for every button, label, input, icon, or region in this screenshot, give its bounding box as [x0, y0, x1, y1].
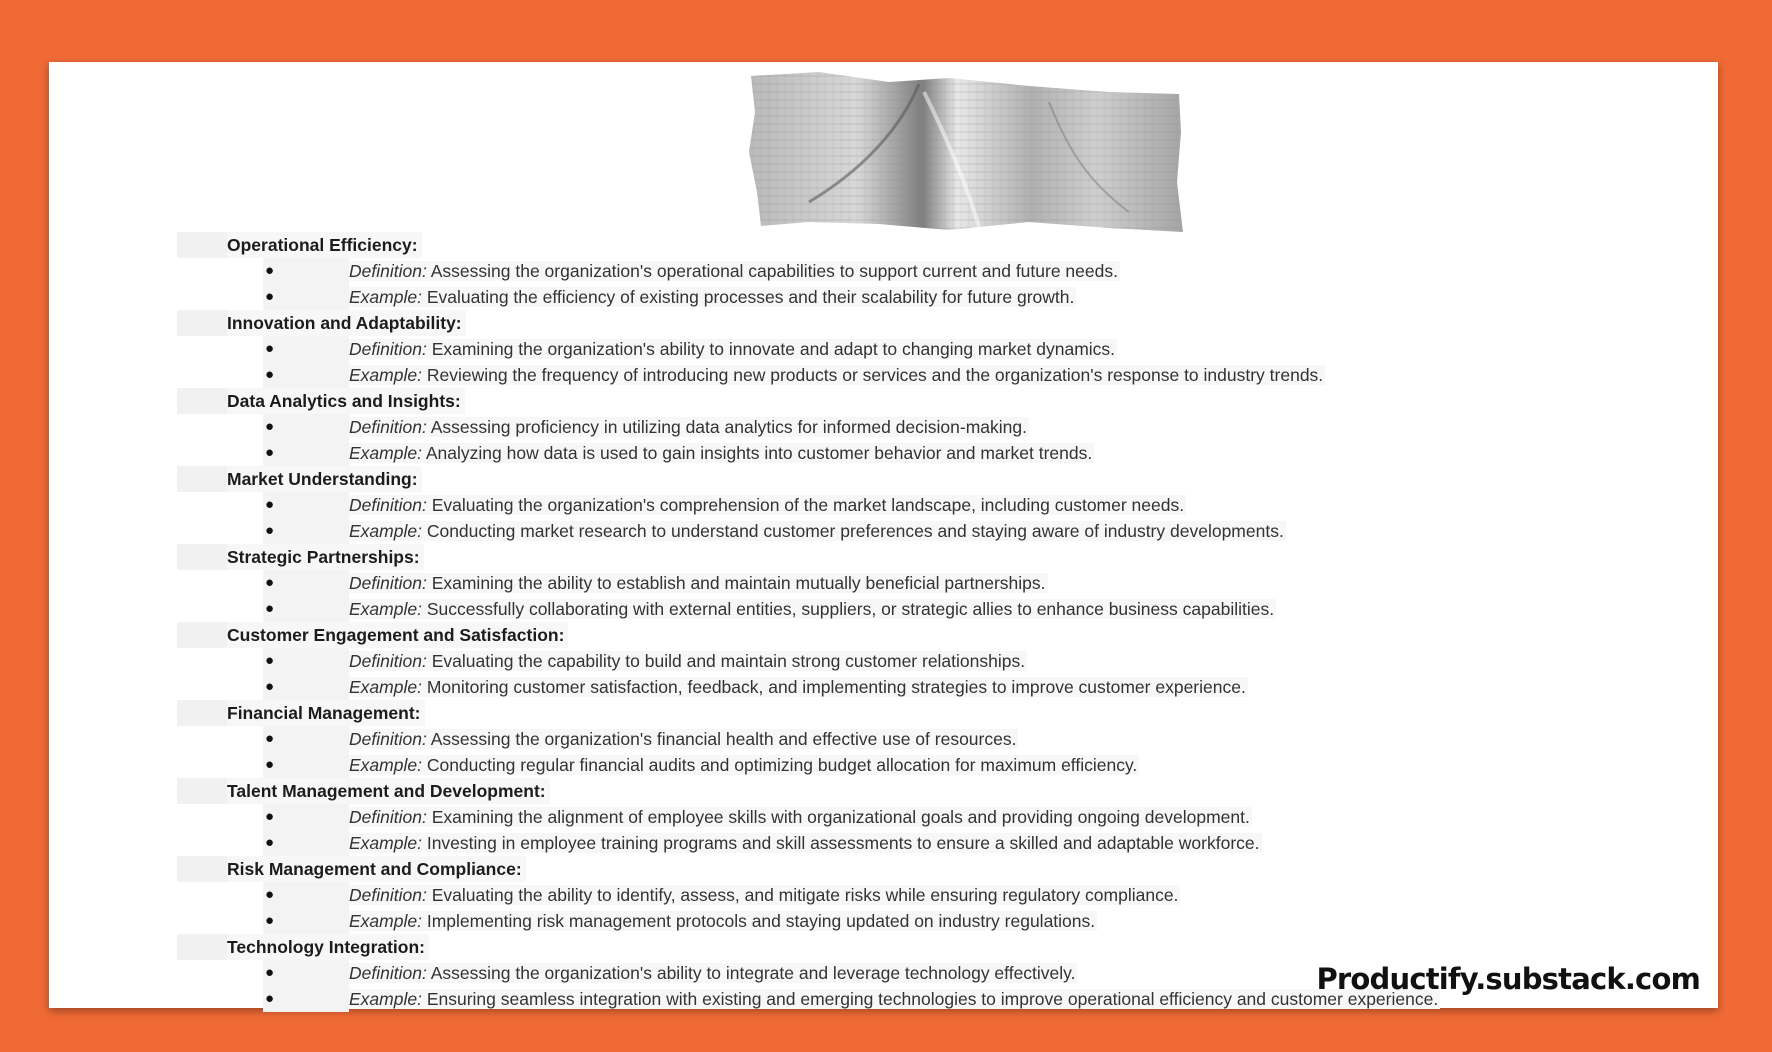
- bullet-icon: ●: [263, 362, 349, 388]
- definition-text: Examining the organization's ability to innovate and adapt to changing market dynamics.: [431, 339, 1116, 359]
- bullet-icon: ●: [263, 518, 349, 544]
- example-text: Implementing risk management protocols and staying updated on industry regulations.: [426, 911, 1096, 931]
- bullet-icon: ●: [263, 596, 349, 622]
- section-heading: Technology Integration:: [177, 934, 429, 960]
- section-heading: Operational Efficiency:: [177, 232, 422, 258]
- definition-label: Definition:: [349, 963, 427, 983]
- bullet-icon: ●: [263, 726, 349, 752]
- example-text: Evaluating the efficiency of existing processes and their scalability for future growth.: [426, 287, 1075, 307]
- section-heading: Talent Management and Development:: [177, 778, 550, 804]
- section-heading: Financial Management:: [177, 700, 425, 726]
- criteria-list: [177, 232, 1737, 1012]
- definition-label: Definition:: [349, 339, 427, 359]
- list-item: [263, 362, 1737, 388]
- example-label: Example:: [349, 287, 422, 307]
- section-heading: Market Understanding:: [177, 466, 422, 492]
- list-item: [263, 492, 1737, 518]
- bullet-icon: ●: [263, 804, 349, 830]
- bullet-icon: ●: [263, 258, 349, 284]
- list-item: [263, 752, 1737, 778]
- example-label: Example:: [349, 755, 422, 775]
- list-item: [263, 336, 1737, 362]
- section-heading: Customer Engagement and Satisfaction:: [177, 622, 568, 648]
- example-text: Monitoring customer satisfaction, feedback, and implementing strategies to improve customer experience.: [426, 677, 1246, 697]
- example-label: Example:: [349, 833, 422, 853]
- definition-text: Assessing the organization's ability to integrate and leverage technology effectively.: [430, 963, 1076, 983]
- bullet-icon: ●: [263, 440, 349, 466]
- list-item: [263, 518, 1737, 544]
- definition-label: Definition:: [349, 417, 427, 437]
- example-text: Analyzing how data is used to gain insights into customer behavior and market trends.: [425, 443, 1093, 463]
- bullet-icon: ●: [263, 830, 349, 856]
- section-data-analytics: [177, 388, 1737, 466]
- bullet-icon: ●: [263, 414, 349, 440]
- section-heading: Risk Management and Compliance:: [177, 856, 526, 882]
- section-market-understanding: [177, 466, 1737, 544]
- bullet-icon: ●: [263, 986, 349, 1012]
- bullet-icon: ●: [263, 336, 349, 362]
- example-label: Example:: [349, 443, 422, 463]
- list-item: [263, 882, 1737, 908]
- definition-text: Examining the alignment of employee skills with organizational goals and providing ongoing development.: [431, 807, 1250, 827]
- bullet-icon: ●: [263, 960, 349, 986]
- example-text: Successfully collaborating with external entities, suppliers, or strategic allies to enhance business capabilities.: [426, 599, 1275, 619]
- example-label: Example:: [349, 521, 422, 541]
- list-item: [263, 726, 1737, 752]
- list-item: [263, 674, 1737, 700]
- section-risk-management: [177, 856, 1737, 934]
- example-label: Example:: [349, 365, 422, 385]
- example-label: Example:: [349, 599, 422, 619]
- example-label: Example:: [349, 677, 422, 697]
- example-text: Conducting market research to understand customer preferences and staying aware of industry developments.: [426, 521, 1284, 541]
- definition-text: Assessing the organization's financial health and effective use of resources.: [430, 729, 1017, 749]
- example-text: Ensuring seamless integration with existing and emerging technologies to improve operational efficiency and customer experience.: [426, 989, 1439, 1009]
- section-heading: Strategic Partnerships:: [177, 544, 424, 570]
- list-item: [263, 596, 1737, 622]
- duct-tape-image: [749, 72, 1184, 237]
- brand-watermark: Productify.substack.com: [1316, 962, 1700, 996]
- example-text: Conducting regular financial audits and optimizing budget allocation for maximum efficiency.: [426, 755, 1138, 775]
- section-heading: Data Analytics and Insights:: [177, 388, 465, 414]
- section-strategic-partnerships: [177, 544, 1737, 622]
- section-heading: Innovation and Adaptability:: [177, 310, 466, 336]
- definition-label: Definition:: [349, 885, 427, 905]
- section-financial-management: [177, 700, 1737, 778]
- bullet-icon: ●: [263, 492, 349, 518]
- definition-label: Definition:: [349, 573, 427, 593]
- definition-text: Evaluating the ability to identify, assess, and mitigate risks while ensuring regulatory compliance.: [431, 885, 1179, 905]
- definition-label: Definition:: [349, 651, 427, 671]
- definition-label: Definition:: [349, 729, 427, 749]
- list-item: [263, 440, 1737, 466]
- definition-label: Definition:: [349, 807, 427, 827]
- definition-text: Evaluating the organization's comprehension of the market landscape, including customer needs.: [431, 495, 1185, 515]
- list-item: [263, 570, 1737, 596]
- example-label: Example:: [349, 911, 422, 931]
- example-label: Example:: [349, 989, 422, 1009]
- section-innovation-adaptability: [177, 310, 1737, 388]
- bullet-icon: ●: [263, 648, 349, 674]
- section-talent-management: [177, 778, 1737, 856]
- example-text: Reviewing the frequency of introducing new products or services and the organization's response to industry trends.: [426, 365, 1324, 385]
- example-text: Investing in employee training programs and skill assessments to ensure a skilled and adaptable workforce.: [426, 833, 1260, 853]
- list-item: [263, 284, 1737, 310]
- bullet-icon: ●: [263, 752, 349, 778]
- section-customer-engagement: [177, 622, 1737, 700]
- bullet-icon: ●: [263, 284, 349, 310]
- bullet-icon: ●: [263, 570, 349, 596]
- list-item: [263, 414, 1737, 440]
- list-item: [263, 648, 1737, 674]
- definition-text: Assessing proficiency in utilizing data analytics for informed decision-making.: [430, 417, 1027, 437]
- section-operational-efficiency: [177, 232, 1737, 310]
- definition-text: Examining the ability to establish and maintain mutually beneficial partnerships.: [431, 573, 1046, 593]
- definition-label: Definition:: [349, 495, 427, 515]
- definition-text: Evaluating the capability to build and maintain strong customer relationships.: [431, 651, 1026, 671]
- bullet-icon: ●: [263, 882, 349, 908]
- definition-label: Definition:: [349, 261, 427, 281]
- document-card: [49, 62, 1718, 1008]
- list-item: [263, 830, 1737, 856]
- bullet-icon: ●: [263, 908, 349, 934]
- definition-text: Assessing the organization's operational capabilities to support current and future needs.: [430, 261, 1118, 281]
- bullet-icon: ●: [263, 674, 349, 700]
- list-item: [263, 258, 1737, 284]
- list-item: [263, 804, 1737, 830]
- list-item: [263, 908, 1737, 934]
